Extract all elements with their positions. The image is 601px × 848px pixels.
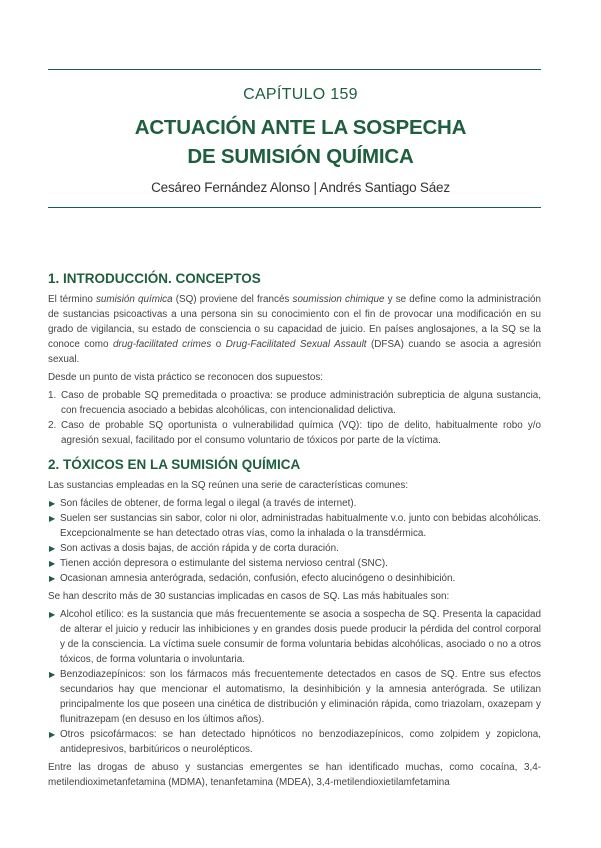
list-item — [48, 571, 541, 586]
list-item-text: Tienen acción depresora o estimulante del sistema nervioso central (SNC). — [60, 558, 388, 569]
section-heading-introduccion: 1. INTRODUCCIÓN. CONCEPTOS — [48, 271, 261, 286]
authors: Cesáreo Fernández Alonso | Andrés Santiago Sáez — [151, 180, 450, 195]
list-item — [48, 418, 541, 448]
chapter-title-line-1: ACTUACIÓN ANTE LA SOSPECHA — [134, 116, 467, 139]
text-run: El término — [48, 294, 96, 305]
list-number: 1. — [48, 390, 57, 401]
list-item-text: Caso de probable SQ oportunista o vulnerabilidad química (VQ): tipo de delito, habitualmente robo y/o agresión sexual, facilitado por el consumo voluntario de tóxicos por parte de la víctima. — [61, 420, 541, 446]
list-item — [48, 511, 541, 541]
term-sumision-quimica: sumisión química — [95, 294, 173, 305]
triangle-right-icon: ▶ — [49, 610, 56, 619]
list-item — [48, 667, 541, 727]
triangle-right-icon: ▶ — [49, 559, 56, 568]
list-item-text: Suelen ser sustancias sin sabor, color ni olor, administradas habitualmente v.o. junto con bebidas alcohólicas. Excepcionalmente se han detectado otras vías, como la inhalada o la transdérmica. — [60, 513, 541, 539]
triangle-right-icon: ▶ — [49, 514, 56, 523]
list-item-text: Son fáciles de obtener, de forma legal o ilegal (a través de internet). — [60, 498, 357, 509]
features-list — [48, 496, 541, 586]
text-run: o — [211, 339, 226, 350]
list-item — [48, 556, 541, 571]
triangle-right-icon: ▶ — [49, 730, 56, 739]
list-item-text: Alcohol etílico: es la sustancia que más frecuentemente se asocia a sospecha de SQ. Presenta la capacidad de alterar el juicio y reducir las inhibiciones y en grandes dosis puede producir la pérdida del control corporal y de la consciencia. La víctima suele consumir de forma voluntaria bebidas alcohólicas, asociado o no a otros tóxicos, de forma voluntaria o involuntaria. — [60, 609, 541, 665]
list-item-text: Ocasionan amnesia anterógrada, sedación, confusión, efecto alucinógeno o desinhibición. — [60, 573, 456, 584]
list-item — [48, 496, 541, 511]
term-drug-facilitated-crimes: drug-facilitated crimes — [112, 339, 212, 350]
term-soumission-chimique: soumission chimique — [292, 294, 385, 305]
list-item — [48, 388, 541, 418]
list-item — [48, 607, 541, 667]
triangle-right-icon: ▶ — [49, 499, 56, 508]
text-run: y se define como la administración de sustancias psicoactivas a una persona sin su conocimiento con el fin de provocar una modificación en su grado de vigilancia, su estado de consciencia o su capacidad de juicio. En países anglosajones, a la SQ se la conoce como — [48, 294, 541, 350]
body-text — [48, 270, 541, 793]
bottom-rule — [48, 207, 541, 208]
section-heading-toxicos: 2. TÓXICOS EN LA SUMISIÓN QUÍMICA — [48, 457, 301, 472]
chapter-number: CAPÍTULO 159 — [243, 86, 358, 103]
chapter-title-line-2: DE SUMISIÓN QUÍMICA — [187, 145, 414, 168]
list-number: 2. — [48, 420, 57, 431]
paragraph-drogas-de-abuso: Entre las drogas de abuso y sustancias emergentes se han identificado muchas, como cocaína, 3,4-metilendioximetanfetamina (MDMA), tenanfetamina (MDEA), 3,4-metilendioxietilamfetamina — [48, 762, 541, 788]
substances-list — [48, 607, 541, 757]
chapter-title — [0, 113, 601, 171]
paragraph-definition — [48, 292, 541, 367]
list-item — [48, 541, 541, 556]
top-rule — [48, 69, 541, 70]
paragraph-supuestos: Desde un punto de vista práctico se reconocen dos supuestos: — [48, 372, 324, 383]
list-item-text: Son activas a dosis bajas, de acción rápida y de corta duración. — [60, 543, 339, 554]
text-run: (SQ) proviene del francés — [172, 294, 293, 305]
list-item — [48, 727, 541, 757]
text-run: (DFSA) cuando se asocia a agresión sexual. — [48, 339, 542, 365]
list-item-text: Caso de probable SQ premeditada o proactiva: se produce administración subrepticia de alguna sustancia, con frecuencia asociado a bebidas alcohólicas, con intencionalidad delictiva. — [61, 390, 541, 416]
list-item-text: Otros psicofármacos: se han detectado hipnóticos no benzodiazepínicos, como zolpidem y zopiclona, antidepresivos, barbitúricos o neurolépticos. — [60, 729, 541, 755]
paragraph-sustancias: Se han descrito más de 30 sustancias implicadas en casos de SQ. Las más habituales son: — [48, 591, 450, 602]
term-dfsa: Drug-Facilitated Sexual Assault — [225, 339, 367, 350]
paragraph-caracteristicas: Las sustancias empleadas en la SQ reúnen una serie de características comunes: — [48, 480, 409, 491]
list-item-text: Benzodiazepínicos: son los fármacos más frecuentemente detectados en casos de SQ. Entre sus efectos secundarios hay que mencionar el automatismo, la desinhibición y la amnesia anterógrada. Se utilizan principalmente los que poseen una cinética de distribución y eliminación rápida, como triazolam, oxazepam y flunitrazepam (en desuso en los últimos años). — [60, 669, 541, 725]
numbered-list — [48, 388, 541, 448]
triangle-right-icon: ▶ — [49, 574, 56, 583]
triangle-right-icon: ▶ — [49, 670, 56, 679]
triangle-right-icon: ▶ — [49, 544, 56, 553]
